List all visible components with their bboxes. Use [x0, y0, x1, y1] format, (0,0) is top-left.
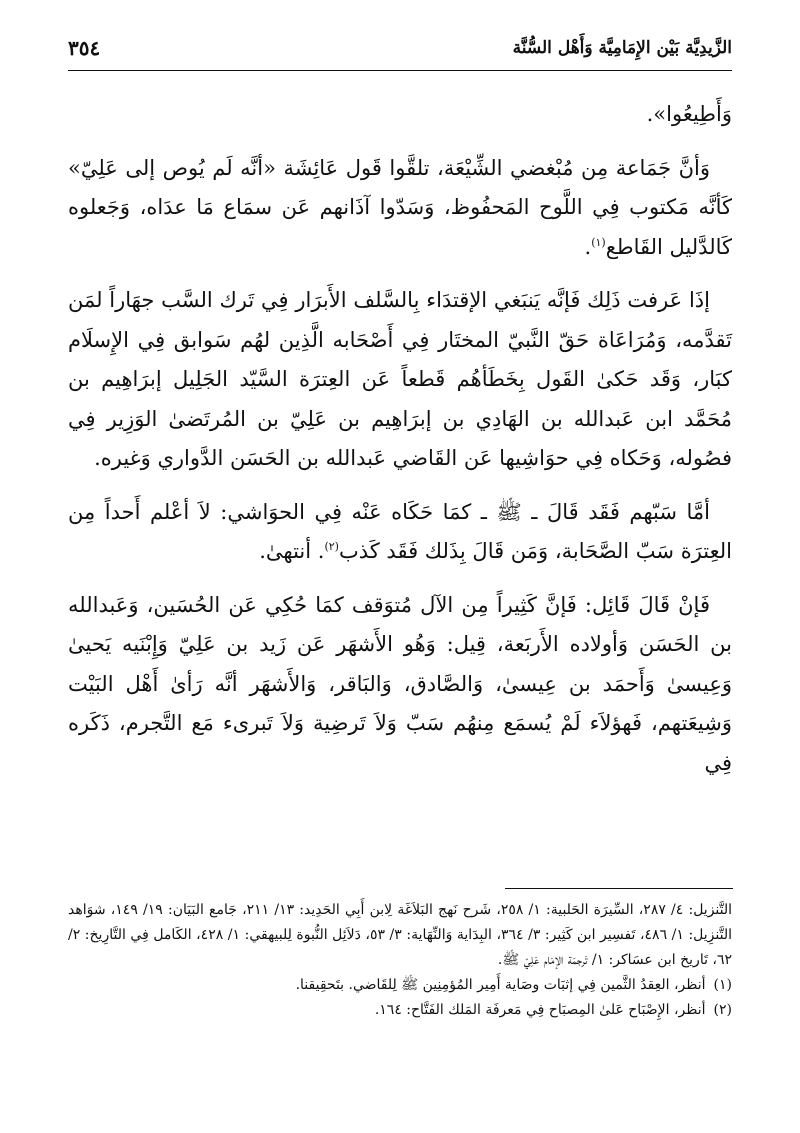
- paragraph-4-text: أمَّا سَبّهم فَقَد قَالَ ـ ﷺ ـ كمَا حَكَاه عَنْه فِي الحوَاشي: لاَ أعْلم أَحداً مِن العِترَة سَبّ الصَّحَابة، وَمَن قَالَ بِذَلك فَقَد كَذب: [68, 499, 732, 563]
- paragraph-4-end: . أنتهىٰ.: [259, 539, 325, 563]
- footnote-ref-1: (١): [591, 235, 606, 249]
- footnote-continued: التَّنزيل: ٤/ ٢٨٧، السِّيرَة الحَلبية: ١/ ٢٥٨، شَرح نَهج البَلاَغَة لِابن أَبِي الحَدِيد: ١٣/ ٢١١، جَامع البَيَان: ١٩/ ١٤٩، شوَاهد التَّنزِيل: ١/ ٤٨٦، تَفسِير ابن كَثِير: ٣/ ٣٦٤، البِدَاية وَالنِّهَاية: ٣/ ٥٣، دَلاَئِل النُّبوة لِلبيهقي: ١/ ٤٢٨، الكَامل فِي التَّارِيخ: ٢/ ٦٢، تَاريخ ابن عسَاكر: ١/ تَرجمَة الإمَام عَلِيّ ﷺ.: [68, 902, 733, 968]
- footnote-1: [68, 973, 732, 998]
- footnote-1-text: أنظر، العِقدُ الثَّمين فِي إثبَات وصَاية أَمِير المُؤمِنِين ﷺ لِلقَاضي. بتَحقِيقنا.: [295, 977, 706, 993]
- footnote-2-text: أنظر، الإِصْبَاح عَلىٰ المِصبَاح فِي مَعرفَة المَلك الفَتَّاح: ١٦٤.: [374, 1002, 706, 1018]
- footnotes: [68, 898, 732, 1023]
- paragraph-5: فَإنْ قَالَ قَائِل: فَإنَّ كَثِيراً مِن الآل مُتوَقف كمَا حُكِي عَن الحُسَين، وَعَبدالله بن الحَسَن وَأولاده الأَربَعة، قِيل: وَهُو الأَشهَر عَن زَيد بن عَلِيّ وَإِبْنَيه يَحيىٰ وَعِيسىٰ وَأَحمَد بن عِيسىٰ، وَالصَّادق، وَالبَاقر، وَالأَشهَر أنَّه رَأىٰ أَهْل البَيْت وَشِيعَتهم، فَهؤلاَء لَمْ يُسمَع مِنهُم سَبّ وَلاَ تَرضِية وَلاَ تَبرىء مَع التَّجرم، ذَكَره فِي: [68, 592, 732, 775]
- footnote-2: [68, 998, 732, 1023]
- paragraph-3: إذَا عَرفت ذَلِك فَإنَّه يَنبَغي الإقتدَاء بِالسَّلف الأَبرَار فِي تَرك السَّب جهَاراً لمَن تَقدَّمه، وَمُرَاعَاة حَقّ النَّبيّ المختَار فِي أَصْحَابه الَّذِين لهُم سَوابق فِي الإِسلَام كبَار، وَقَد حَكىٰ القَول بِخَطَأهُم قَطعاً عَن العِترَة السَّيّد الجَلِيل إبرَاهِيم بن مُحَمَّد ابن عَبدالله بن الهَادِي بن إبرَاهِيم بن عَلِيّ بن المُرتَضىٰ الوَزِير فِي فصُوله، وَحَكاه فِي حوَاشِيها عَن القَاضي عَبدالله بن الحَسَن الدَّواري وَغيره.: [68, 288, 732, 470]
- footnote-1-number: (١): [713, 977, 732, 993]
- running-title: الزَّيدِيَّة بَيْن الإِمَامِيَّة وَأَهْل السُّنَّة: [512, 38, 732, 58]
- paragraph-2-text: وَأنَّ جَمَاعة مِن مُبْغضي الشِّيْعَة، تلقَّوا قَول عَائِشَة «أنَّه لَم يُوص إلى عَلِيّ» كَأنَّه مَكتوب فِي اللَّوح المَحفُوظ، وَسَدّوا آذَانهم عَن سمَاع مَا عدَاه، وَجَعلوه كَالدَّليل القَاطع: [68, 155, 732, 259]
- page-number: ٣٥٤: [68, 36, 101, 60]
- page-header: [68, 28, 732, 68]
- header-rule: [68, 70, 732, 71]
- paragraph-1: وَأَطِيعُوا».: [646, 102, 732, 126]
- footnote-ref-2: (٢): [324, 540, 339, 553]
- main-text: [68, 95, 732, 797]
- paragraph-2-end: .: [584, 234, 592, 259]
- footnote-2-number: (٢): [713, 1002, 732, 1018]
- paragraph-4: [68, 493, 732, 572]
- footnote-rule: [505, 888, 733, 889]
- paragraph-2: [68, 149, 732, 268]
